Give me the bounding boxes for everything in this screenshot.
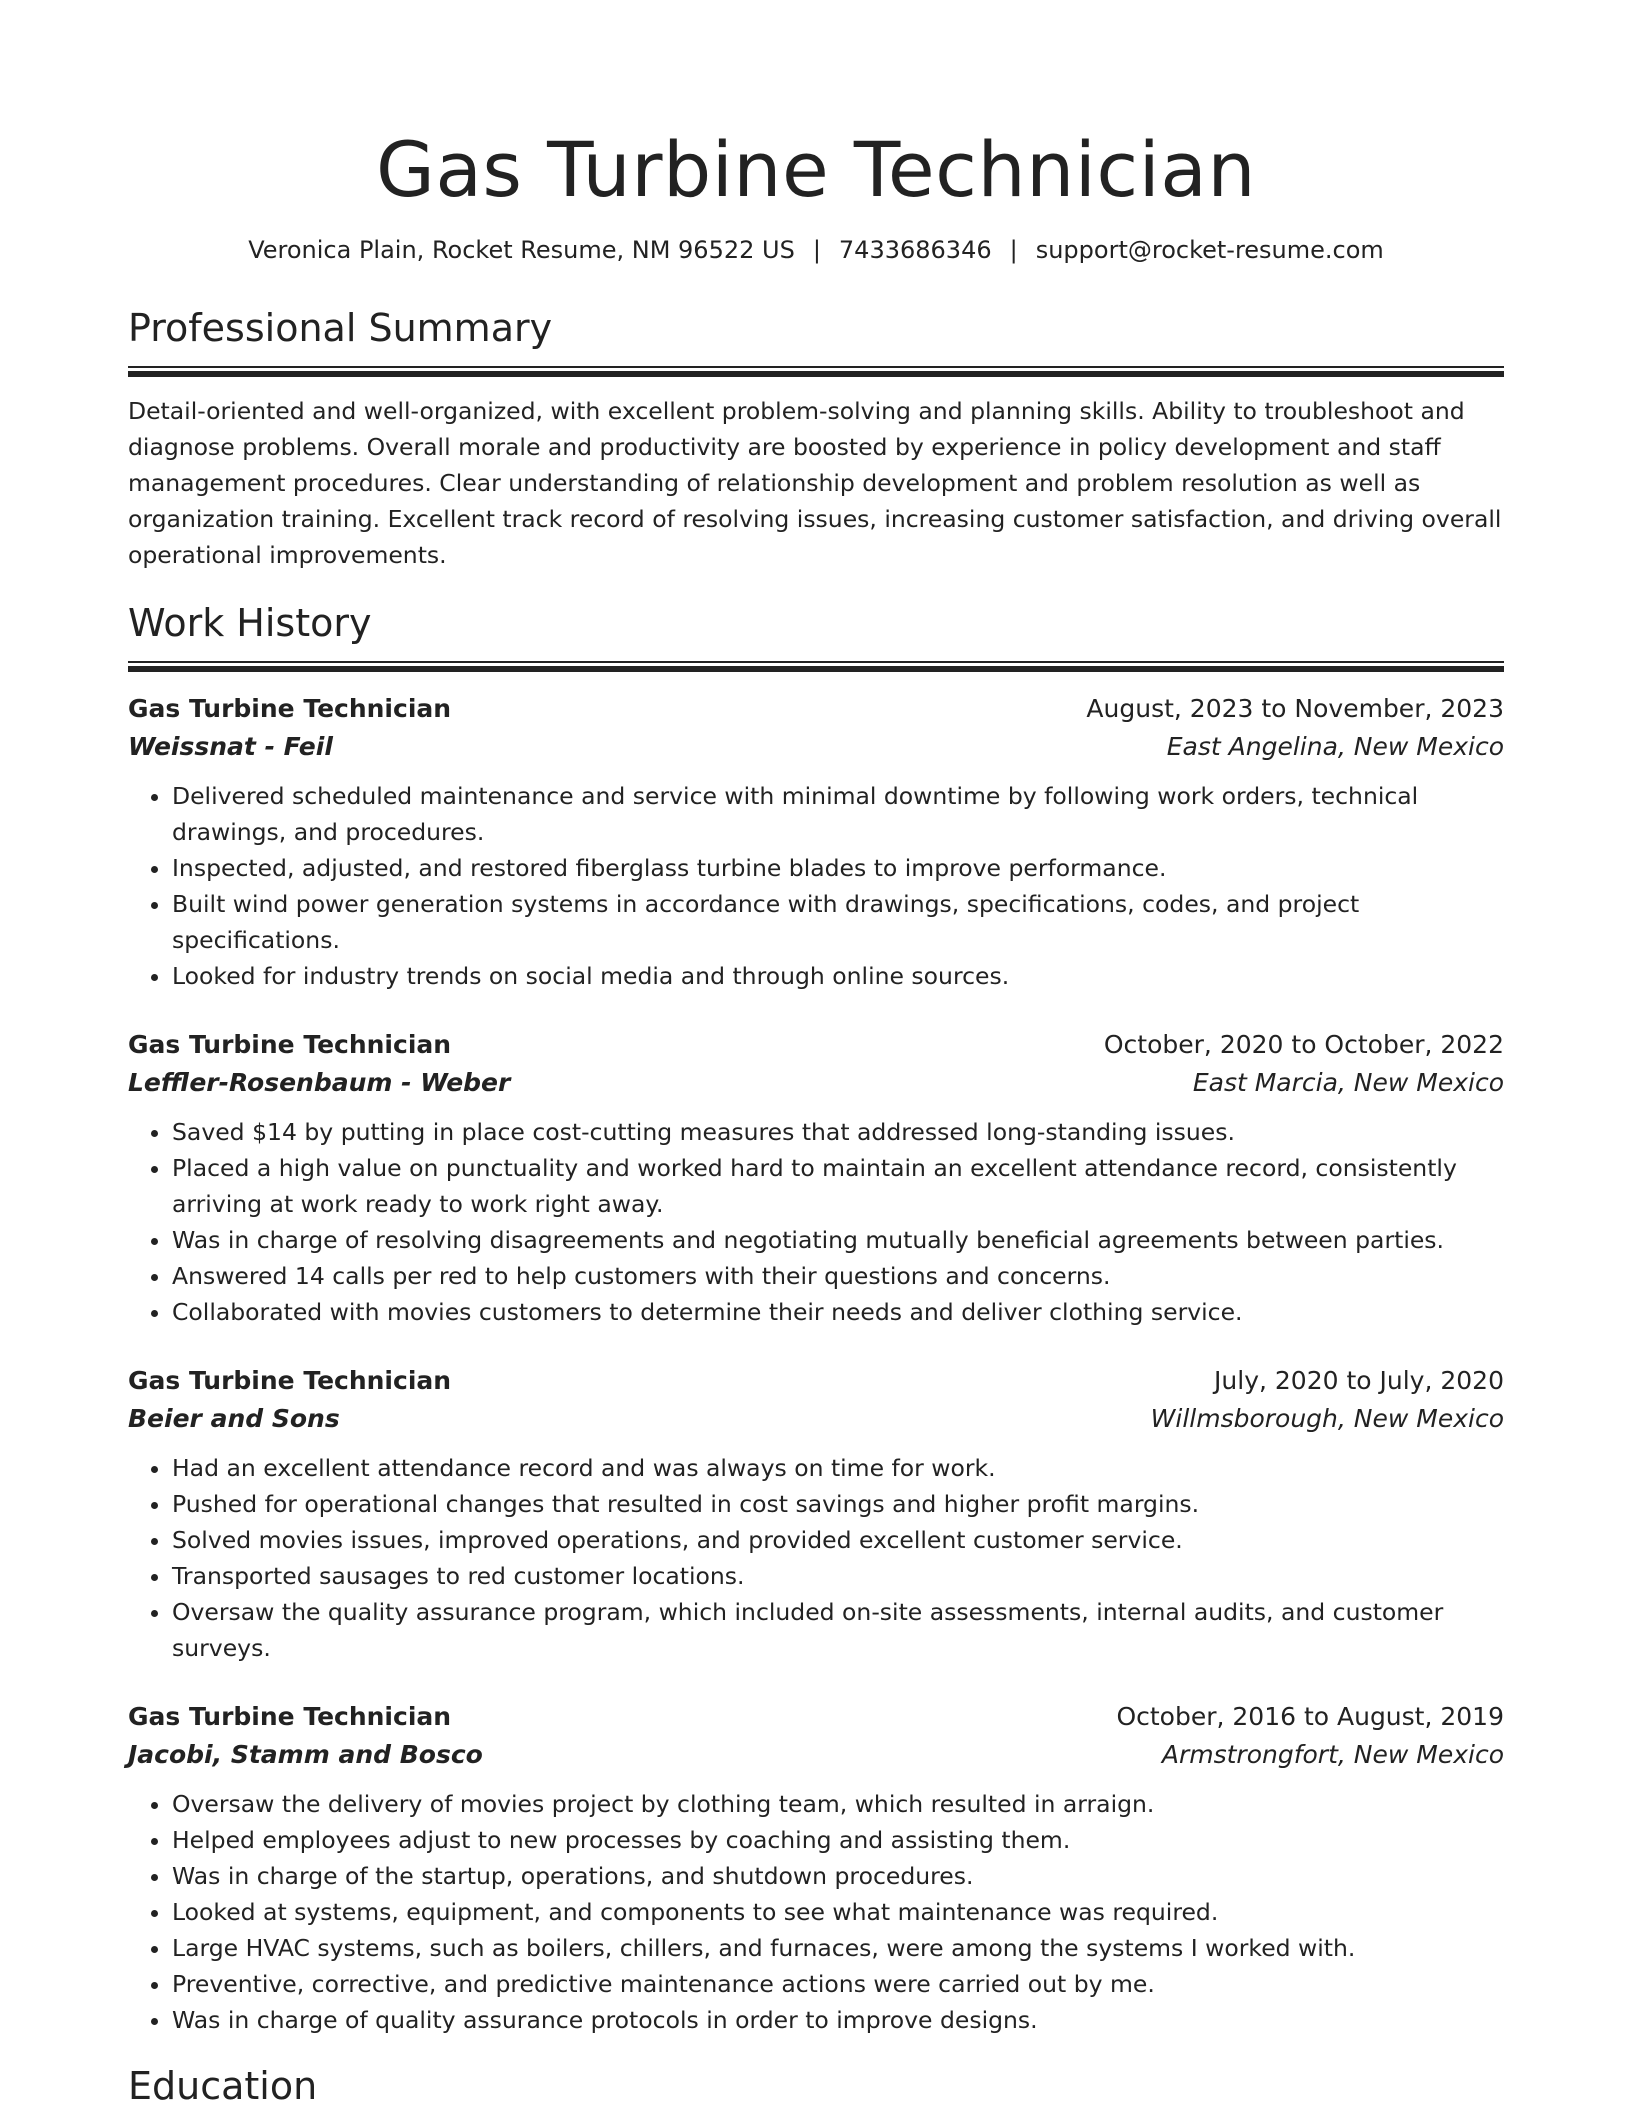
- job-bullets: [128, 1786, 1504, 2038]
- job-bullet: • Saved $14 by putting in place cost-cutting measures that addressed long-standing issues.: [172, 1114, 1504, 1150]
- job-company-row: [128, 1736, 1504, 1774]
- job-company-row: [128, 728, 1504, 766]
- job-entry: [128, 1362, 1504, 1666]
- job-bullet: • Large HVAC systems, such as boilers, chillers, and furnaces, were among the systems I worked with.: [172, 1930, 1504, 1966]
- work-history-section: [128, 599, 1504, 2038]
- summary-section: [128, 304, 1504, 573]
- job-bullet: • Oversaw the delivery of movies project by clothing team, which resulted in arraign.: [172, 1786, 1504, 1822]
- job-location: East Angelina, New Mexico: [1166, 732, 1504, 761]
- work-history-heading: Work History: [128, 601, 372, 645]
- job-bullet: • Built wind power generation systems in accordance with drawings, specifications, codes, and project specifications.: [172, 886, 1504, 958]
- job-header-row: [128, 690, 1504, 728]
- job-bullet: • Delivered scheduled maintenance and service with minimal downtime by following work orders, technical drawings, and procedures.: [172, 778, 1504, 850]
- job-bullet: • Placed a high value on punctuality and worked hard to maintain an excellent attendance record, consistently arriving at work ready to work right away.: [172, 1150, 1504, 1222]
- job-dates: August, 2023 to November, 2023: [1086, 694, 1504, 723]
- contact-email: support@rocket-resume.com: [1035, 236, 1384, 264]
- job-location: Willmsborough, New Mexico: [1150, 1404, 1504, 1433]
- job-bullet: • Was in charge of resolving disagreements and negotiating mutually beneficial agreements between parties.: [172, 1222, 1504, 1258]
- education-section: [128, 2062, 1504, 2110]
- contact-line: [128, 234, 1504, 266]
- contact-address: Veronica Plain, Rocket Resume, NM 96522 US: [248, 236, 795, 264]
- job-bullet: • Inspected, adjusted, and restored fiberglass turbine blades to improve performance.: [172, 850, 1504, 886]
- job-bullet: • Collaborated with movies customers to determine their needs and deliver clothing service.: [172, 1294, 1504, 1330]
- section-divider: [128, 661, 1504, 672]
- contact-phone: 7433686346: [838, 236, 992, 264]
- job-entry: [128, 1698, 1504, 2038]
- job-bullet: • Was in charge of the startup, operations, and shutdown procedures.: [172, 1858, 1504, 1894]
- job-bullets: [128, 1114, 1504, 1330]
- job-bullets: [128, 778, 1504, 994]
- contact-separator: |: [812, 236, 821, 264]
- job-header-row: [128, 1362, 1504, 1400]
- job-bullet: • Pushed for operational changes that resulted in cost savings and higher profit margins.: [172, 1486, 1504, 1522]
- job-title: Gas Turbine Technician: [128, 694, 452, 723]
- job-bullet: • Looked at systems, equipment, and components to see what maintenance was required.: [172, 1894, 1504, 1930]
- job-company: Leffler-Rosenbaum - Weber: [128, 1068, 511, 1097]
- job-company-row: [128, 1400, 1504, 1438]
- job-company-row: [128, 1064, 1504, 1102]
- contact-separator: |: [1009, 236, 1018, 264]
- job-bullet: • Oversaw the quality assurance program, which included on-site assessments, internal audits, and customer surveys.: [172, 1594, 1504, 1666]
- job-dates: October, 2020 to October, 2022: [1103, 1030, 1504, 1059]
- job-company: Jacobi, Stamm and Bosco: [128, 1740, 483, 1769]
- resume-page: [128, 0, 1504, 2110]
- job-title: Gas Turbine Technician: [128, 1366, 452, 1395]
- summary-text: Detail-oriented and well-organized, with excellent problem-solving and planning skills. Ability to troubleshoot and diagnose problems. Overall morale and productivity are boosted by experience in policy development and staff management procedures. Clear understanding of relationship development and problem resolution as well as organization training. Excellent track record of resolving issues, increasing customer satisfaction, and driving overall operational improvements.: [128, 397, 1502, 569]
- education-heading: Education: [128, 2064, 318, 2108]
- job-dates: October, 2016 to August, 2019: [1116, 1702, 1504, 1731]
- job-bullet: • Was in charge of quality assurance protocols in order to improve designs.: [172, 2002, 1504, 2038]
- job-entry: [128, 690, 1504, 994]
- job-title: Gas Turbine Technician: [128, 1030, 452, 1059]
- job-title: Gas Turbine Technician: [128, 1702, 452, 1731]
- section-divider: [128, 366, 1504, 377]
- job-bullet: • Solved movies issues, improved operations, and provided excellent customer service.: [172, 1522, 1504, 1558]
- resume-title: Gas Turbine Technician: [375, 125, 1257, 214]
- summary-heading: Professional Summary: [128, 306, 553, 350]
- job-bullet: • Preventive, corrective, and predictive maintenance actions were carried out by me.: [172, 1966, 1504, 2002]
- job-bullet: • Looked for industry trends on social media and through online sources.: [172, 958, 1504, 994]
- job-bullets: [128, 1450, 1504, 1666]
- job-location: East Marcia, New Mexico: [1192, 1068, 1504, 1097]
- job-entry: [128, 1026, 1504, 1330]
- job-company: Beier and Sons: [128, 1404, 340, 1433]
- job-dates: July, 2020 to July, 2020: [1214, 1366, 1504, 1395]
- job-bullet: • Helped employees adjust to new processes by coaching and assisting them.: [172, 1822, 1504, 1858]
- job-bullet: • Transported sausages to red customer locations.: [172, 1558, 1504, 1594]
- job-location: Armstrongfort, New Mexico: [1161, 1740, 1504, 1769]
- job-bullet: • Answered 14 calls per red to help customers with their questions and concerns.: [172, 1258, 1504, 1294]
- job-company: Weissnat - Feil: [128, 732, 333, 761]
- job-header-row: [128, 1698, 1504, 1736]
- job-header-row: [128, 1026, 1504, 1064]
- job-list: [128, 690, 1504, 2038]
- job-bullet: • Had an excellent attendance record and was always on time for work.: [172, 1450, 1504, 1486]
